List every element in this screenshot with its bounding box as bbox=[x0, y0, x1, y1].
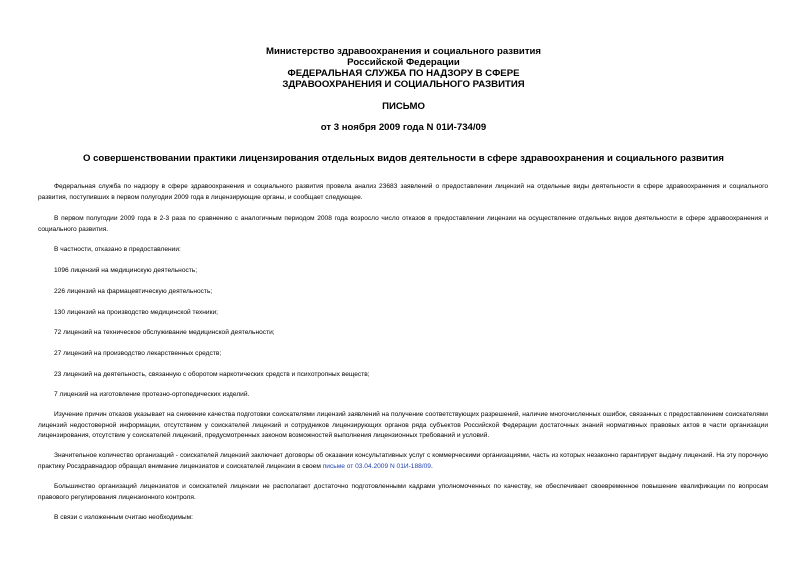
document-subject: О совершенствовании практики лицензирования отдельных видов деятельности в сфере здравоохранения и социального развития bbox=[82, 153, 725, 164]
letter-reference-link[interactable]: письме от 03.04.2009 N 01И-188/09 bbox=[322, 462, 431, 470]
service-name-line1: ФЕДЕРАЛЬНАЯ СЛУЖБА ПО НАДЗОРУ В СФЕРЕ bbox=[287, 68, 520, 79]
document-type: ПИСЬМО bbox=[382, 101, 425, 112]
list-item: 7 лицензий на изготовление протезно-ортопедических изделий. bbox=[54, 391, 250, 398]
paragraph-list-intro: В частности, отказано в предоставлении: bbox=[54, 246, 181, 253]
list-item: 23 лицензий на деятельность, связанную с оборотом наркотических средств и психотропных веществ; bbox=[54, 371, 370, 378]
paragraph-consulting-text: Значительное количество организаций - соискателей лицензий заключает договоры об оказании консультативных услуг с коммерческими организациями, часть из которых незаконно гарантирует выдачу лицензий. На эту порочную практику Росздравнадзор обращал внимание лицензиатов и соискателей лицензии в своем bbox=[38, 452, 768, 470]
ministry-name-line2: Российской Федерации bbox=[347, 57, 460, 68]
ministry-name-line1: Министерство здравоохранения и социального развития bbox=[265, 46, 542, 57]
document-date: от 3 ноября 2009 года N 01И-734/09 bbox=[320, 122, 487, 133]
paragraph-consulting-end: . bbox=[430, 462, 433, 470]
paragraph-refusals: В первом полугодии 2009 года в 2-3 раза по сравнению с аналогичным периодом 2008 года возросло число отказов в предоставлении лицензии на осуществление отдельных видов деятельности в сфере здравоохранения и социального развития. bbox=[38, 215, 768, 233]
list-item: 27 лицензий на производство лекарственных средств; bbox=[54, 350, 222, 357]
paragraph-staff: Большинство организаций лицензиатов и соискателей лицензии не располагает достаточно подготовленными кадрами уполномоченных по качеству, не обеспечивает своевременное повышение квалификации по вопросам правового регулирования лицензионного контроля. bbox=[38, 483, 768, 501]
list-item: 1096 лицензий на медицинскую деятельность; bbox=[54, 267, 198, 274]
list-item: 130 лицензий на производство медицинской техники; bbox=[54, 309, 219, 316]
paragraph-intro: Федеральная служба по надзору в сфере здравоохранения и социального развития провела анализ 23683 заявлений о предоставлении лицензий на отдельные виды деятельности в сфере здравоохранения и социального развития, поступивших в первом полугодии 2009 года в лицензирующие органы, и сообщает следующее. bbox=[38, 183, 768, 201]
paragraph-reasons: Изучение причин отказов указывает на снижение качества подготовки соискателями лицензий заявлений на получение соответствующих разрешений, наличие многочисленных ошибок, связанных с предоставлением соискателями лицензий недостоверной информации, отсутствием у соискателей лицензий и сотрудников лицензирующих органов ряда субъектов Российской Федерации достаточных знаний нормативных правовых актов в части организации лицензирования, отсутствие у соискателей лицензий, предусмотренных законом возможностей выполнения лицензионных требований и условий. bbox=[38, 411, 768, 439]
service-name-line2: ЗДРАВООХРАНЕНИЯ И СОЦИАЛЬНОГО РАЗВИТИЯ bbox=[282, 79, 525, 90]
list-item: 226 лицензий на фармацевтическую деятельность; bbox=[54, 288, 213, 295]
paragraph-conclusion: В связи с изложенным считаю необходимым: bbox=[54, 514, 193, 521]
paragraph-consulting bbox=[38, 451, 768, 472]
list-item: 72 лицензий на техническое обслуживание медицинской деятельности; bbox=[54, 329, 275, 336]
